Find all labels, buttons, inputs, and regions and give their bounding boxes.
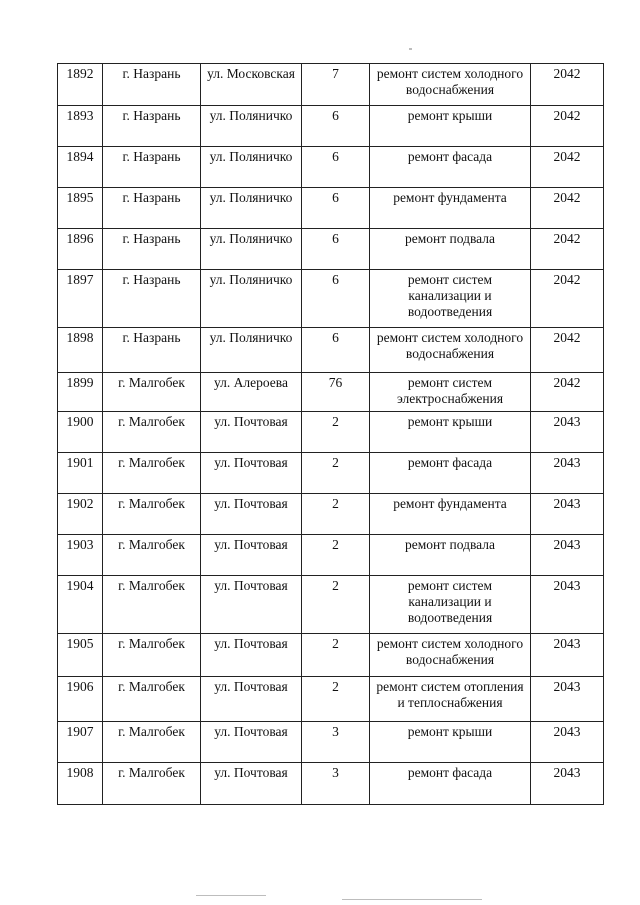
year-cell: 2043 [531, 576, 604, 634]
house-number-cell: 2 [302, 412, 370, 453]
house-number-cell: 2 [302, 535, 370, 576]
year-cell: 2042 [531, 147, 604, 188]
house-number-cell: 6 [302, 328, 370, 373]
city-cell: г. Назрань [103, 147, 201, 188]
row-number-cell: 1906 [58, 677, 103, 722]
house-number-cell: 6 [302, 106, 370, 147]
year-cell: 2043 [531, 453, 604, 494]
repair-work-cell: ремонт фундамента [370, 188, 531, 229]
scan-artifact [409, 48, 412, 50]
year-cell: 2042 [531, 373, 604, 412]
house-number-cell: 3 [302, 763, 370, 805]
year-cell: 2043 [531, 494, 604, 535]
repair-work-cell: ремонт подвала [370, 229, 531, 270]
row-number-cell: 1898 [58, 328, 103, 373]
table-row [58, 722, 604, 763]
table-row [58, 634, 604, 677]
table-row [58, 494, 604, 535]
year-cell: 2042 [531, 106, 604, 147]
row-number-cell: 1905 [58, 634, 103, 677]
repair-work-cell: ремонт фасада [370, 453, 531, 494]
year-cell: 2042 [531, 328, 604, 373]
city-cell: г. Малгобек [103, 535, 201, 576]
city-cell: г. Малгобек [103, 576, 201, 634]
repair-work-cell: ремонт крыши [370, 412, 531, 453]
city-cell: г. Назрань [103, 64, 201, 106]
street-cell: ул. Почтовая [201, 763, 302, 805]
scan-artifact [342, 899, 482, 900]
street-cell: ул. Алероева [201, 373, 302, 412]
row-number-cell: 1901 [58, 453, 103, 494]
city-cell: г. Назрань [103, 188, 201, 229]
row-number-cell: 1896 [58, 229, 103, 270]
table-row [58, 328, 604, 373]
street-cell: ул. Поляничко [201, 147, 302, 188]
repair-work-cell: ремонт фасада [370, 763, 531, 805]
city-cell: г. Малгобек [103, 634, 201, 677]
year-cell: 2043 [531, 634, 604, 677]
row-number-cell: 1907 [58, 722, 103, 763]
row-number-cell: 1894 [58, 147, 103, 188]
row-number-cell: 1899 [58, 373, 103, 412]
house-number-cell: 7 [302, 64, 370, 106]
row-number-cell: 1893 [58, 106, 103, 147]
year-cell: 2043 [531, 535, 604, 576]
row-number-cell: 1892 [58, 64, 103, 106]
house-number-cell: 6 [302, 147, 370, 188]
year-cell: 2042 [531, 270, 604, 328]
city-cell: г. Малгобек [103, 494, 201, 535]
repair-work-cell: ремонт систем холодного водоснабжения [370, 634, 531, 677]
house-number-cell: 6 [302, 270, 370, 328]
house-number-cell: 2 [302, 677, 370, 722]
street-cell: ул. Почтовая [201, 494, 302, 535]
street-cell: ул. Почтовая [201, 412, 302, 453]
year-cell: 2043 [531, 722, 604, 763]
repair-work-cell: ремонт крыши [370, 722, 531, 763]
table-row [58, 763, 604, 805]
city-cell: г. Назрань [103, 229, 201, 270]
table-row [58, 64, 604, 106]
repair-work-cell: ремонт фундамента [370, 494, 531, 535]
house-number-cell: 3 [302, 722, 370, 763]
table-row [58, 373, 604, 412]
repair-work-cell: ремонт систем канализации и водоотведения [370, 576, 531, 634]
street-cell: ул. Поляничко [201, 328, 302, 373]
house-number-cell: 2 [302, 634, 370, 677]
row-number-cell: 1900 [58, 412, 103, 453]
city-cell: г. Малгобек [103, 453, 201, 494]
year-cell: 2042 [531, 229, 604, 270]
city-cell: г. Назрань [103, 328, 201, 373]
repair-work-cell: ремонт фасада [370, 147, 531, 188]
city-cell: г. Малгобек [103, 763, 201, 805]
year-cell: 2043 [531, 412, 604, 453]
street-cell: ул. Почтовая [201, 535, 302, 576]
street-cell: ул. Поляничко [201, 188, 302, 229]
row-number-cell: 1904 [58, 576, 103, 634]
repair-work-cell: ремонт крыши [370, 106, 531, 147]
row-number-cell: 1897 [58, 270, 103, 328]
repair-work-cell: ремонт систем холодного водоснабжения [370, 64, 531, 106]
row-number-cell: 1902 [58, 494, 103, 535]
street-cell: ул. Поляничко [201, 229, 302, 270]
repair-work-cell: ремонт подвала [370, 535, 531, 576]
house-number-cell: 2 [302, 494, 370, 535]
city-cell: г. Назрань [103, 106, 201, 147]
repair-schedule-table [57, 63, 604, 805]
table-row [58, 453, 604, 494]
repair-work-cell: ремонт систем канализации и водоотведения [370, 270, 531, 328]
year-cell: 2043 [531, 677, 604, 722]
street-cell: ул. Почтовая [201, 453, 302, 494]
year-cell: 2043 [531, 763, 604, 805]
street-cell: ул. Московская [201, 64, 302, 106]
table-row [58, 677, 604, 722]
table-row [58, 535, 604, 576]
city-cell: г. Назрань [103, 270, 201, 328]
street-cell: ул. Почтовая [201, 576, 302, 634]
year-cell: 2042 [531, 188, 604, 229]
street-cell: ул. Почтовая [201, 634, 302, 677]
table-row [58, 412, 604, 453]
repair-work-cell: ремонт систем холодного водоснабжения [370, 328, 531, 373]
house-number-cell: 76 [302, 373, 370, 412]
street-cell: ул. Почтовая [201, 722, 302, 763]
table-row [58, 147, 604, 188]
table-row [58, 106, 604, 147]
table-row [58, 270, 604, 328]
house-number-cell: 6 [302, 188, 370, 229]
street-cell: ул. Почтовая [201, 677, 302, 722]
scan-artifact [196, 895, 266, 896]
street-cell: ул. Поляничко [201, 270, 302, 328]
row-number-cell: 1903 [58, 535, 103, 576]
city-cell: г. Малгобек [103, 677, 201, 722]
house-number-cell: 2 [302, 453, 370, 494]
street-cell: ул. Поляничко [201, 106, 302, 147]
year-cell: 2042 [531, 64, 604, 106]
table-row [58, 576, 604, 634]
row-number-cell: 1908 [58, 763, 103, 805]
city-cell: г. Малгобек [103, 412, 201, 453]
repair-work-cell: ремонт систем электроснабжения [370, 373, 531, 412]
row-number-cell: 1895 [58, 188, 103, 229]
repair-work-cell: ремонт систем отопления и теплоснабжения [370, 677, 531, 722]
city-cell: г. Малгобек [103, 373, 201, 412]
house-number-cell: 6 [302, 229, 370, 270]
table-row [58, 229, 604, 270]
city-cell: г. Малгобек [103, 722, 201, 763]
table-row [58, 188, 604, 229]
house-number-cell: 2 [302, 576, 370, 634]
